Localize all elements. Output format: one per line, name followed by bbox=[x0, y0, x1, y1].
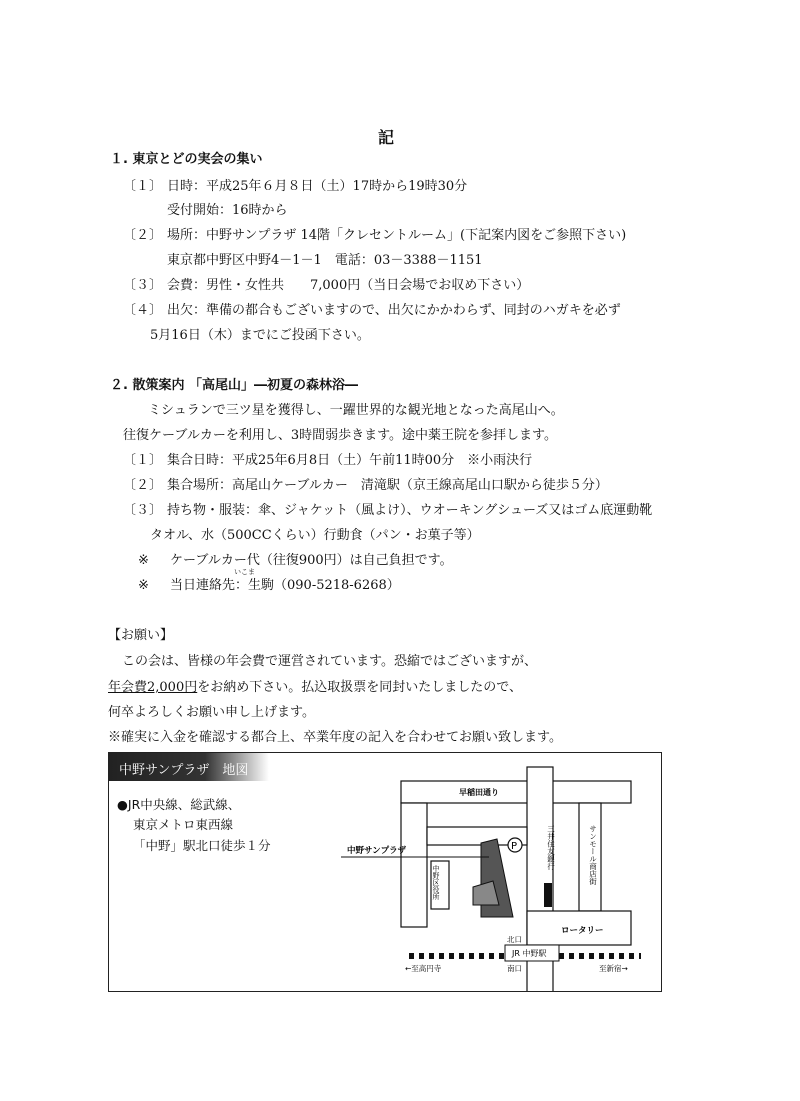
s2-note2: 当日連絡先：生駒（090-5218-6268） bbox=[170, 578, 400, 593]
s2-num-3: 〔３〕 bbox=[123, 503, 163, 518]
request-line3: 何卒よろしくお願い申し上げます。 bbox=[108, 705, 315, 720]
ward-office-label: 中野区役所 bbox=[432, 865, 440, 900]
s2-belongings: 持ち物・服装：傘、ジャケット（風よけ）、ウオーキングシューズ又はゴム底運動靴 bbox=[167, 503, 653, 518]
s2-note1-mark: ※ bbox=[138, 553, 149, 568]
bank-label: 三井住友銀行 bbox=[546, 825, 556, 870]
section2-title: ２. 散策案内 「高尾山」―初夏の森林浴― bbox=[110, 378, 358, 393]
s1-venue: 場所：中野サンプラザ 14階「クレセントルーム」(下記案内図をご参照下さい) bbox=[167, 228, 627, 243]
s2-num-2: 〔２〕 bbox=[123, 478, 163, 493]
s1-num-3: 〔３〕 bbox=[123, 278, 163, 293]
north-exit-label: 北口 bbox=[507, 935, 522, 944]
request-line1: この会は、皆様の年会費で運営されています。恐縮ではございますが、 bbox=[122, 654, 537, 669]
waseda-label: 早稲田通り bbox=[459, 788, 499, 797]
left-street bbox=[401, 803, 427, 927]
map-access-line2: 東京メトロ東西線 bbox=[133, 817, 234, 832]
s2-intro-2: 往復ケーブルカーを利用し、3時間弱歩きます。途中薬王院を参拝します。 bbox=[123, 428, 558, 443]
s1-reception: 受付開始：16時から bbox=[167, 203, 288, 218]
station-label: JR 中野駅 bbox=[512, 949, 547, 958]
request-line2 bbox=[108, 680, 522, 696]
to-koenji-label: ←至高円寺 bbox=[405, 964, 442, 973]
sunplaza-label: 中野サンプラザ bbox=[347, 846, 407, 856]
map-access-line1: ●JR中央線、総武線、 bbox=[117, 797, 241, 812]
s1-address: 東京都中野区中野4－1－1 電話：03－3388－1151 bbox=[167, 253, 483, 268]
s2-belongings-2: タオル、水（500CCくらい）行動食（パン・お菓子等） bbox=[150, 528, 480, 543]
s1-fee: 会費：男性・女性共 7,000円（当日会場でお収め下さい） bbox=[167, 278, 530, 293]
s1-num-4: 〔４〕 bbox=[123, 303, 163, 318]
s1-datetime: 日時：平成25年６月８日（土）17時から19時30分 bbox=[167, 179, 468, 194]
section1-title: １. 東京とどの実会の集い bbox=[110, 152, 263, 167]
south-exit-label: 南口 bbox=[507, 964, 522, 973]
sunmall-label: サンモール商店街 bbox=[588, 825, 598, 885]
request-line2-rest: をお納め下さい。払込取扱票を同封いたしましたので、 bbox=[197, 680, 522, 695]
map-drawing bbox=[109, 753, 661, 991]
request-title: 【お願い】 bbox=[108, 628, 174, 643]
s1-num-1: 〔１〕 bbox=[123, 179, 163, 194]
map-title: 中野サンプラザ 地図 bbox=[119, 763, 249, 778]
s1-num-2: 〔２〕 bbox=[123, 228, 163, 243]
s2-meeting-place: 集合場所：高尾山ケーブルカー 清滝駅（京王線高尾山口駅から徒歩５分） bbox=[167, 478, 608, 493]
map-box bbox=[108, 752, 662, 992]
map-access-line3: 「中野」駅北口徒歩１分 bbox=[133, 838, 271, 853]
waseda-street bbox=[401, 781, 631, 803]
request-line4: ※確実に入金を確認する都合上、卒業年度の記入を合わせてお願い致します。 bbox=[108, 730, 562, 745]
s2-intro-1: ミシュランで三ツ星を獲得し、一躍世界的な観光地となった高尾山へ。 bbox=[148, 403, 564, 418]
rotary-label: ロータリー bbox=[561, 926, 604, 936]
to-shinjuku-label: 至新宿→ bbox=[599, 964, 628, 973]
s1-attendance: 出欠：準備の都合もございますので、出欠にかかわらず、同封のハガキを必ず bbox=[167, 303, 621, 318]
s1-deadline: 5月16日（木）までにご投函下さい。 bbox=[150, 328, 370, 343]
s2-note1: ケーブルカー代（往復900円）は自己負担です。 bbox=[170, 553, 453, 568]
parking-label: P bbox=[511, 841, 518, 852]
s2-num-1: 〔１〕 bbox=[123, 453, 163, 468]
annual-fee-underlined: 年会費2,000円 bbox=[108, 680, 198, 695]
document-heading: 記 bbox=[378, 128, 395, 147]
s2-meeting-time: 集合日時：平成25年6月8日（土）午前11時00分 ※小雨決行 bbox=[167, 453, 533, 468]
s2-note2-mark: ※ bbox=[138, 578, 149, 593]
bank-building bbox=[544, 883, 552, 907]
ruby-ikoma: いこま bbox=[234, 568, 255, 576]
